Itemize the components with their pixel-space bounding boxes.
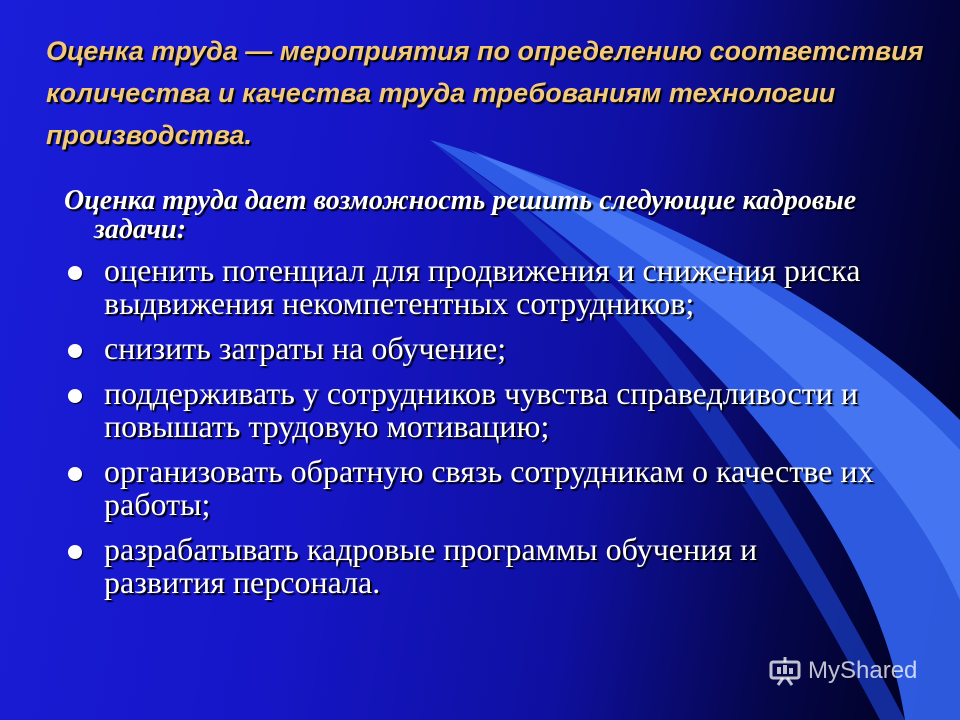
presentation-board-icon	[768, 656, 802, 686]
list-item	[64, 455, 884, 521]
list-item-text: оценить потенциал для продвижения и снижения риска выдвижения некомпетентных сотрудников;	[104, 252, 861, 321]
watermark	[768, 656, 917, 686]
bullet-icon	[68, 344, 82, 358]
bullet-icon	[68, 389, 82, 403]
slide-body	[64, 186, 884, 611]
bullet-icon	[68, 266, 82, 280]
slide-title: Оценка труда — мероприятия по определению соответствия количества и качества труда требованиям технологии производства.	[46, 36, 924, 150]
list-item-text: организовать обратную связь сотрудникам о качестве их работы;	[104, 453, 874, 522]
list-item	[64, 377, 884, 443]
list-item-text: разрабатывать кадровые программы обучения и развития персонала.	[104, 531, 758, 600]
watermark-text: MyShared	[808, 657, 918, 684]
list-item	[64, 254, 884, 320]
bullet-icon	[68, 545, 82, 559]
list-item-text: поддерживать у сотрудников чувства справедливости и повышать трудовую мотивацию;	[104, 375, 858, 444]
list-item-text: снизить затраты на обучение;	[104, 330, 507, 366]
bullet-icon	[68, 467, 82, 481]
task-list	[64, 254, 884, 599]
intro-text: Оценка труда дает возможность решить следующие кадровые задачи:	[64, 185, 857, 245]
list-item	[64, 533, 884, 599]
list-item	[64, 332, 884, 365]
